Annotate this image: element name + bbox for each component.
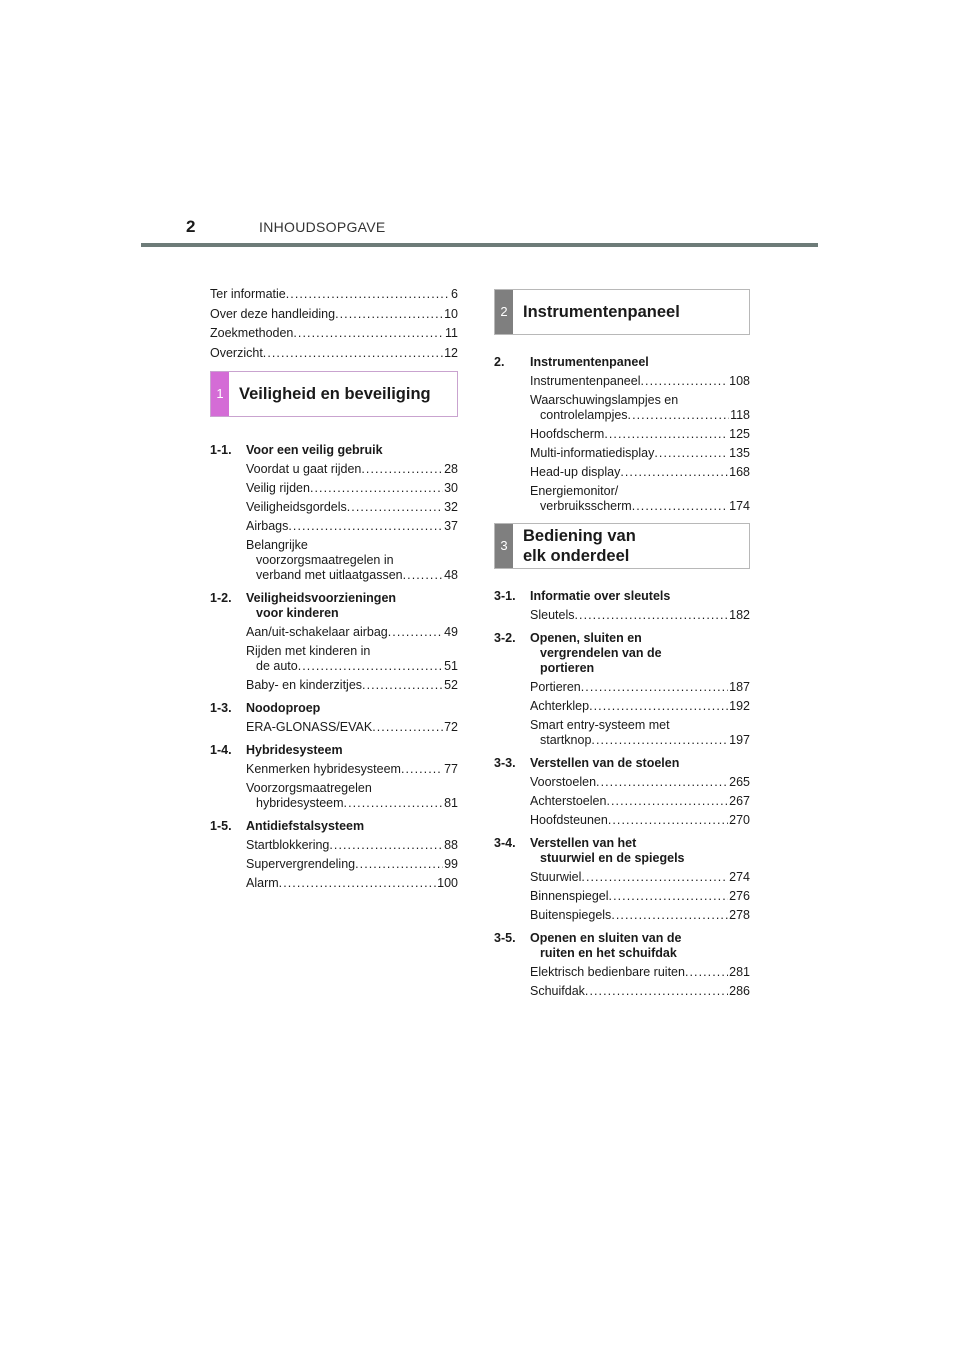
toc-section xyxy=(494,931,750,999)
page-number: 2 xyxy=(186,217,196,236)
section-title[interactable]: Verstellen van het stuurwiel en de spiegels xyxy=(530,836,685,865)
chapter-number-tab: 1 xyxy=(211,372,229,416)
toc-entry[interactable]: Overzicht . . . 12 xyxy=(210,344,458,364)
toc-entry[interactable]: Multi-informatiedisplay . . . 135 xyxy=(530,446,750,461)
section-title[interactable]: Informatie over sleutels xyxy=(530,589,671,603)
toc-entry[interactable]: ERA-GLONASS/EVAK . . . 72 xyxy=(246,720,458,735)
section-title[interactable]: Openen en sluiten van de ruiten en het schuifdak xyxy=(530,931,682,960)
section-title[interactable]: Openen, sluiten en vergrendelen van de portieren xyxy=(530,631,662,675)
toc-entry[interactable]: Kenmerken hybridesysteem . . . 77 xyxy=(246,762,458,777)
toc-entry[interactable]: Sleutels . . . 182 xyxy=(530,608,750,623)
toc-right-column xyxy=(494,289,750,999)
toc-left-column xyxy=(210,285,458,891)
toc-section xyxy=(494,756,750,828)
toc-entry[interactable]: Portieren . . . 187 xyxy=(530,680,750,695)
section-number: 1-5. xyxy=(210,819,232,833)
toc-entry[interactable]: Instrumentenpaneel . . . 108 xyxy=(530,374,750,389)
toc-section xyxy=(210,443,458,583)
toc-entry[interactable]: Aan/uit-schakelaar airbag . . . 49 xyxy=(246,625,458,640)
chapter-number-tab: 2 xyxy=(495,290,513,334)
section-title[interactable]: Instrumentenpaneel xyxy=(530,355,649,369)
toc-entry[interactable]: Alarm . . . 100 xyxy=(246,876,458,891)
toc-entry[interactable]: Hoofdscherm . . . 125 xyxy=(530,427,750,442)
toc-section xyxy=(494,355,750,514)
section-title[interactable]: Noodoproep xyxy=(246,701,321,715)
toc-entry[interactable]: Smart entry-systeem met startknop . . . 197 xyxy=(530,718,750,748)
page-header-title: INHOUDSOPGAVE xyxy=(259,219,386,235)
toc-entry[interactable]: Airbags . . . 37 xyxy=(246,519,458,534)
header-rule xyxy=(141,243,818,247)
toc-entry[interactable]: Hoofdsteunen . . . 270 xyxy=(530,813,750,828)
section-number: 1-2. xyxy=(210,591,232,605)
section-number: 3-1. xyxy=(494,589,516,603)
toc-entry[interactable]: Voordat u gaat rijden . . . 28 xyxy=(246,462,458,477)
section-number: 3-4. xyxy=(494,836,516,850)
section-title[interactable]: Hybridesysteem xyxy=(246,743,343,757)
toc-entry[interactable]: Waarschuwingslampjes en controlelampjes . . . 118 xyxy=(530,393,750,423)
toc-entry[interactable]: Zoekmethoden . . . 11 xyxy=(210,324,458,344)
toc-entry[interactable]: Achterstoelen . . . 267 xyxy=(530,794,750,809)
toc-entry[interactable]: Stuurwiel . . . 274 xyxy=(530,870,750,885)
chapter-title: Veiligheid en beveiliging xyxy=(239,385,431,403)
toc-section xyxy=(210,819,458,891)
toc-entry[interactable]: Voorstoelen . . . 265 xyxy=(530,775,750,790)
chapter-1-box[interactable] xyxy=(210,371,458,417)
toc-section xyxy=(210,743,458,811)
toc-entry[interactable]: Achterklep . . . 192 xyxy=(530,699,750,714)
section-title[interactable]: Verstellen van de stoelen xyxy=(530,756,680,770)
section-number: 3-3. xyxy=(494,756,516,770)
toc-entry[interactable]: Supervergrendeling . . . 99 xyxy=(246,857,458,872)
toc-section xyxy=(494,589,750,623)
toc-entry[interactable]: Elektrisch bedienbare ruiten . . . 281 xyxy=(530,965,750,980)
chapter-title: Bediening van elk onderdeel xyxy=(523,527,636,565)
toc-entry[interactable]: Veilig rijden . . . 30 xyxy=(246,481,458,496)
toc-entry[interactable]: Energiemonitor/ verbruiksscherm . . . 174 xyxy=(530,484,750,514)
toc-entry[interactable]: Schuifdak . . . 286 xyxy=(530,984,750,999)
toc-entry[interactable]: Buitenspiegels . . . 278 xyxy=(530,908,750,923)
toc-entry[interactable]: Voorzorgsmaatregelen hybridesysteem . . . 81 xyxy=(246,781,458,811)
section-title[interactable]: Voor een veilig gebruik xyxy=(246,443,383,457)
toc-entry[interactable]: Ter informatie . . . 6 xyxy=(210,285,458,305)
toc-entry[interactable]: Veiligheidsgordels . . . 32 xyxy=(246,500,458,515)
chapter-3-box[interactable] xyxy=(494,523,750,569)
chapter-2-box[interactable] xyxy=(494,289,750,335)
section-number: 1-4. xyxy=(210,743,232,757)
toc-section xyxy=(494,836,750,923)
toc-entry[interactable]: Over deze handleiding . . . 10 xyxy=(210,305,458,325)
section-number: 3-2. xyxy=(494,631,516,645)
section-title[interactable]: Veiligheidsvoorzieningen voor kinderen xyxy=(246,591,397,620)
toc-entry[interactable]: Belangrijke voorzorgsmaatregelen in verband met uitlaatgassen . . . 48 xyxy=(246,538,458,583)
toc-entry[interactable]: Binnenspiegel . . . 276 xyxy=(530,889,750,904)
toc-section xyxy=(210,591,458,693)
chapter-title: Instrumentenpaneel xyxy=(523,303,680,321)
toc-section xyxy=(494,631,750,748)
chapter-number-tab: 3 xyxy=(495,524,513,568)
toc-entry[interactable]: Rijden met kinderen in de auto . . . 51 xyxy=(246,644,458,674)
section-title[interactable]: Antidiefstalsysteem xyxy=(246,819,365,833)
toc-entry[interactable]: Head-up display . . . 168 xyxy=(530,465,750,480)
toc-entry[interactable]: Startblokkering . . . 88 xyxy=(246,838,458,853)
section-number: 3-5. xyxy=(494,931,516,945)
section-number: 1-3. xyxy=(210,701,232,715)
section-number: 1-1. xyxy=(210,443,232,457)
section-number: 2. xyxy=(494,355,505,369)
toc-entry[interactable]: Baby- en kinderzitjes . . . 52 xyxy=(246,678,458,693)
toc-section xyxy=(210,701,458,735)
intro-list xyxy=(210,285,458,363)
